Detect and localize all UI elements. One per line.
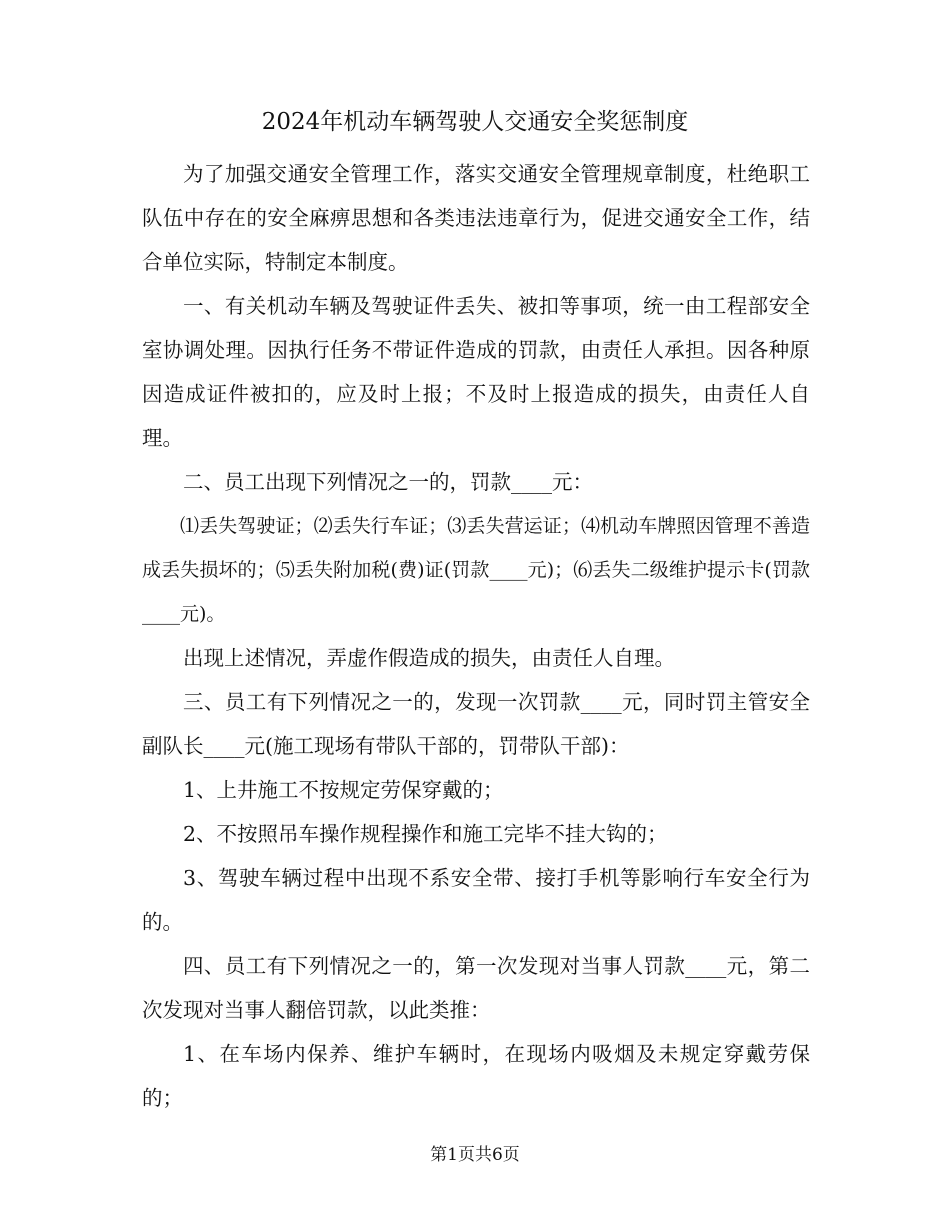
document-title: 2024年机动车辆驾驶人交通安全奖惩制度 bbox=[261, 109, 689, 135]
paragraph-section-4: 四、员工有下列情况之一的，第一次发现对当事人罚款____元，第二次发现对当事人翻倍罚款，以此类推： bbox=[142, 954, 810, 1022]
paragraph-section-3: 三、员工有下列情况之一的，发现一次罚款____元，同时罚主管安全副队长____元(施工现场有带队干部的，罚带队干部)： bbox=[142, 690, 810, 758]
paragraph-section-4-item-1: 1、在车场内保养、维护车辆时，在现场内吸烟及未规定穿戴劳保的； bbox=[142, 1042, 810, 1110]
paragraph-section-2-items: ⑴丢失驾驶证；⑵丢失行车证；⑶丢失营运证；⑷机动车牌照因管理不善造成丢失损坏的；⑸丢失附加税(费)证(罚款____元)；⑹丢失二级维护提示卡(罚款____元)。 bbox=[142, 515, 810, 625]
paragraph-section-2-note: 出现上述情况，弄虚作假造成的损失，由责任人自理。 bbox=[183, 646, 675, 670]
paragraph-section-3-item-3: 3、驾驶车辆过程中出现不系安全带、接打手机等影响行车安全行为的。 bbox=[142, 866, 810, 934]
paragraph-section-3-item-2: 2、不按照吊车操作规程操作和施工完毕不挂大钩的； bbox=[183, 822, 668, 846]
page-number-footer: 第1页共6页 bbox=[430, 1145, 520, 1165]
paragraph-section-2: 二、员工出现下列情况之一的，罚款____元： bbox=[183, 470, 593, 494]
paragraph-section-1: 一、有关机动车辆及驾驶证件丢失、被扣等事项，统一由工程部安全室协调处理。因执行任务不带证件造成的罚款，由责任人承担。因各种原因造成证件被扣的，应及时上报；不及时上报造成的损失，由责任人自理。 bbox=[142, 294, 810, 450]
paragraph-intro: 为了加强交通安全管理工作，落实交通安全管理规章制度，杜绝职工队伍中存在的安全麻痹思想和各类违法违章行为，促进交通安全工作，结合单位实际，特制定本制度。 bbox=[142, 162, 810, 274]
document-body bbox=[142, 152, 810, 1120]
paragraph-section-3-item-1: 1、上井施工不按规定劳保穿戴的； bbox=[183, 778, 504, 802]
